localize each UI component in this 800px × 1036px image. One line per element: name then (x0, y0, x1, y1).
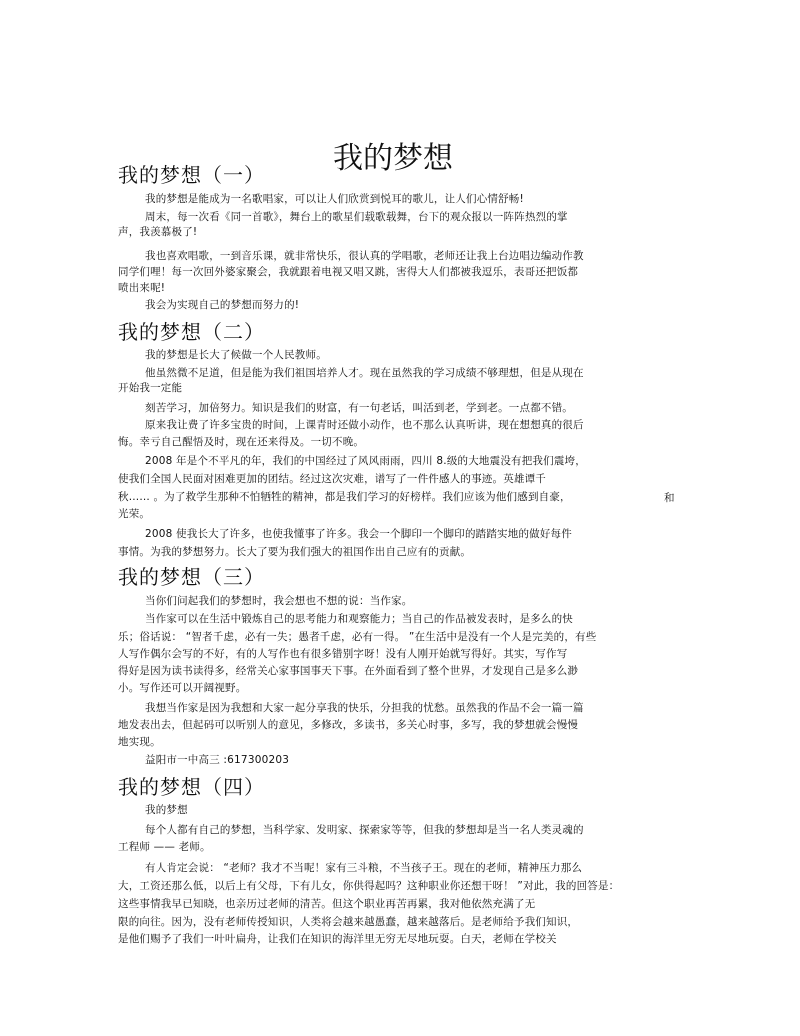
paragraph-line: 同学们哩！每一次回外婆家聚会，我就跟着电视又唱又跳，害得大人们都被我逗乐，表哥还把饭都 (118, 266, 579, 278)
paragraph-line: 我想当作家是因为我想和大家一起分享我的快乐，分担我的忧愁。虽然我的作品不会一篇一篇 (145, 702, 584, 714)
paragraph-line: 使我们全国人民面对困难更加的团结。经过这次灾难，谱写了一件件感人的事迹。英雄谭千 (118, 473, 546, 485)
paragraph-line: 这些事情我早已知晓，也亲历过老师的清苦。但这个职业再苦再累，我对他依然充满了无 (118, 898, 536, 910)
paragraph-line: 我会为实现自己的梦想而努力的! (145, 299, 300, 311)
paragraph-line: 秋...... 。为了救学生那种不怕牺牲的精神，都是我们学习的好榜样。我们应该为他们感到自豪， (118, 491, 571, 503)
paragraph-line: 和 (664, 492, 675, 504)
paragraph-line: 2008 使我长大了许多，也使我懂事了许多。我会一个脚印一个脚印的踏踏实地的做好每件 (145, 528, 572, 540)
paragraph-line: 限的向往。因为，没有老师传授知识，人类将会越来越愚蠢，越来越落后。是老师给予我们知识， (118, 916, 579, 928)
document-title: 我的梦想 (333, 141, 453, 177)
paragraph-line: 每个人都有自己的梦想，当科学家、发明家、探索家等等，但我的梦想却是当一名人类灵魂的 (145, 824, 584, 836)
author-line: 益阳市一中高三 :617300203 (145, 754, 290, 766)
section-2-heading: 我的梦想（二） (118, 320, 265, 344)
paragraph-line: 是他们赐予了我们一叶叶扁舟，让我们在知识的海洋里无穷无尽地玩耍。白天，老师在学校关 (118, 933, 557, 945)
paragraph-line: 喷出来呢! (118, 282, 166, 294)
paragraph-line: 事情。为我的梦想努力。长大了要为我们强大的祖国作出自己应有的贡献。 (118, 546, 472, 558)
paragraph-line: 声，我羡慕极了! (118, 226, 198, 238)
paragraph-line: 人写作偶尔会写的不好，有的人写作也有很多错别字呀！没有人刚开始就写得好。其实，写作写 (118, 648, 568, 660)
paragraph-line: 当作家可以在生活中锻炼自己的思考能力和观察能力；当自己的作品被发表时，是多么的快 (145, 613, 573, 625)
paragraph-line: 小。写作还可以开阔视野。 (118, 682, 247, 694)
paragraph-line: 乐；俗话说： “智者千虑，必有一失；愚者千虑，必有一得。 ”在生活中是没有一个人是完美的，有些 (118, 631, 597, 643)
paragraph-line: 我也喜欢唱歌，一到音乐课，就非常快乐，很认真的学唱歌，老师还让我上台边唱边编动作教 (145, 250, 584, 262)
section-4-heading: 我的梦想（四） (118, 775, 265, 799)
paragraph-line: 原来我让费了许多宝贵的时间，上课青时还做小动作，也不那么认真听讲，现在想想真的很后 (145, 419, 584, 431)
paragraph-line: 我的梦想 (145, 804, 188, 816)
paragraph-line: 开始我一定能 (118, 382, 183, 394)
section-3-heading: 我的梦想（三） (118, 565, 265, 589)
paragraph-line: 悔。幸亏自己醒悟及时，现在还来得及。一切不晚。 (118, 436, 365, 448)
paragraph-line: 我的梦想是长大了候做一个人民教师。 (145, 349, 327, 361)
paragraph-line: 我的梦想是能成为一名歌唱家，可以让人们欣赏到悦耳的歌儿，让人们心情舒畅! (145, 193, 524, 205)
paragraph-line: 刻苦学习，加倍努力。知识是我们的财富，有一句老话，叫活到老，学到老。一点都不错。 (145, 402, 573, 414)
paragraph-line: 他虽然微不足道，但是能为我们祖国培养人才。现在虽然我的学习成绩不够理想，但是从现在 (145, 367, 584, 379)
paragraph-line: 2008 年是个不平凡的年，我们的中国经过了风风雨雨，四川 8.级的大地震没有把我们震垮， (145, 455, 586, 467)
paragraph-line: 光荣。 (118, 508, 151, 520)
paragraph-line: 地发表出去，但起码可以听别人的意见，多修改，多读书，多关心时事，多写，我的梦想就会慢慢 (118, 719, 579, 731)
paragraph-line: 大，工资还那么低，以后上有父母，下有儿女，你供得起吗？这种职业你还想干呀！ ”对此，我的回答是： (118, 880, 620, 892)
paragraph-line: 得好是因为读书读得多，经常关心家事国事天下事。在外面看到了整个世界，才发现自己是多么渺 (118, 665, 579, 677)
paragraph-line: 周末，每一次看《同一首歌》，舞台上的歌星们载歌载舞，台下的观众报以一阵阵热烈的掌 (145, 211, 568, 223)
section-1-heading: 我的梦想（一） (118, 163, 265, 187)
paragraph-line: 工程师 —— 老师。 (118, 841, 211, 853)
paragraph-line: 当你们问起我们的梦想时，我会想也不想的说：当作家。 (145, 595, 413, 607)
paragraph-line: 有人肯定会说： “老师？我才不当呢！家有三斗粮，不当孩子王。现在的老师，精神压力那么 (145, 862, 583, 874)
paragraph-line: 地实现。 (118, 736, 161, 748)
